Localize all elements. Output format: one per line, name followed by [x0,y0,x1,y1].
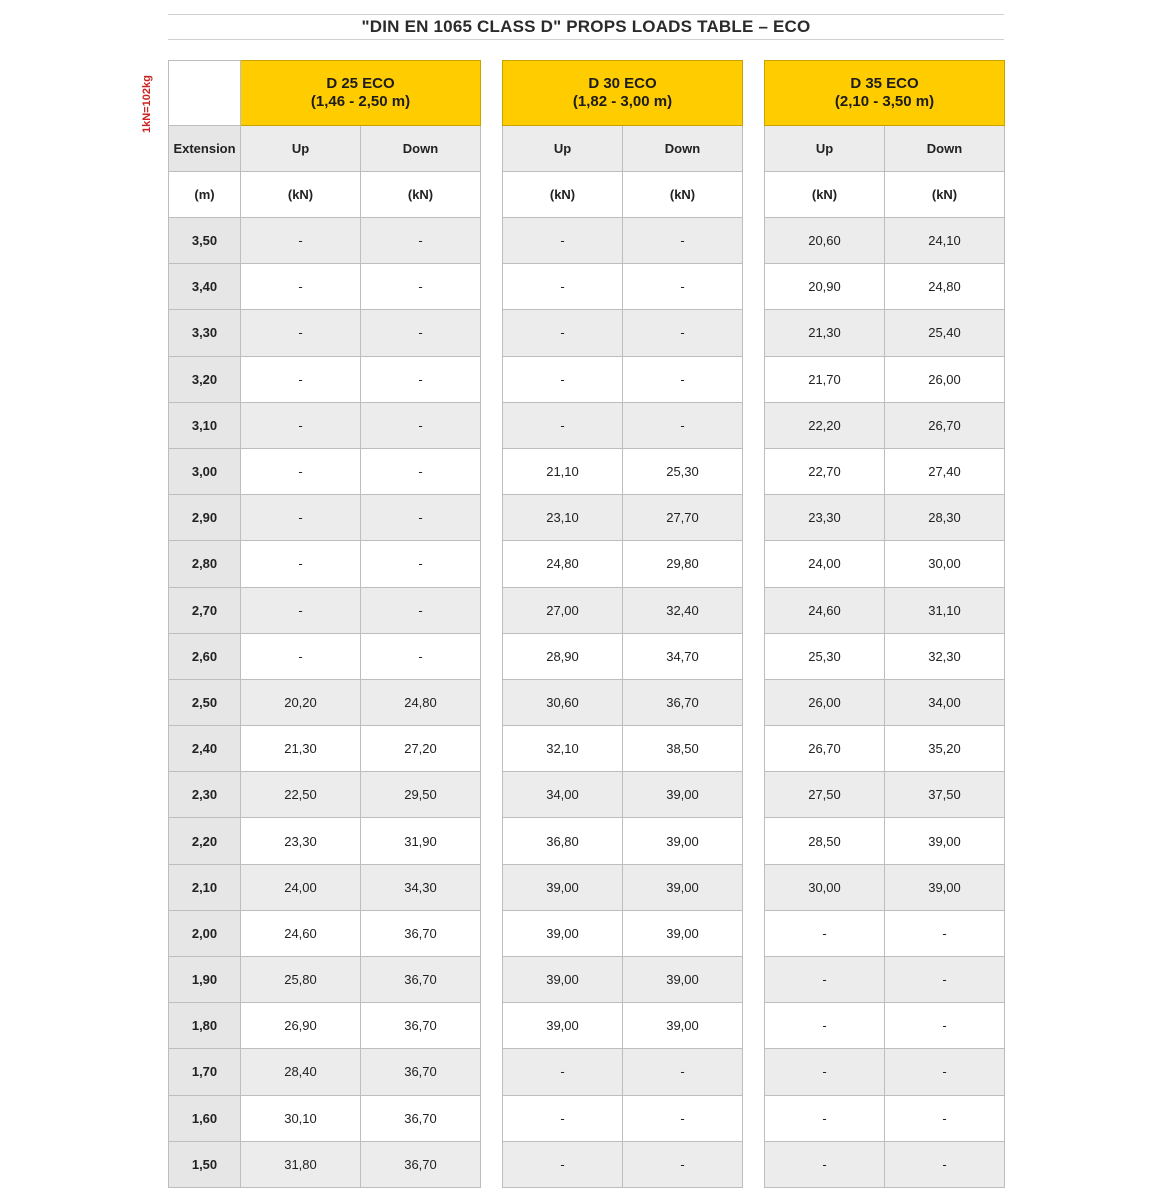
down-load-value: 36,70 [361,1141,481,1187]
down-unit: (kN) [361,172,481,218]
extension-value: 3,30 [169,310,241,356]
down-load-value: 34,30 [361,864,481,910]
down-load-value: - [623,1141,743,1187]
up-load-value: 24,00 [241,864,361,910]
title-bar [168,14,1004,40]
up-load-value: 31,80 [241,1141,361,1187]
table-row [765,864,1005,910]
extension-value: 1,90 [169,957,241,1003]
unit-row [765,172,1005,218]
table-row [765,218,1005,264]
table-d25 [168,60,481,1188]
table-row [503,1141,743,1187]
down-load-value: 34,70 [623,633,743,679]
down-load-value: 39,00 [885,864,1005,910]
down-load-value: - [361,448,481,494]
table-row [169,264,481,310]
up-load-value: 30,60 [503,679,623,725]
unit-row [503,172,743,218]
down-load-value: - [623,218,743,264]
table-row [765,402,1005,448]
up-load-value: - [503,1095,623,1141]
down-load-value: 36,70 [623,679,743,725]
up-load-value: - [765,910,885,956]
down-load-value: 26,00 [885,356,1005,402]
model-header [503,61,743,126]
up-load-value: 26,90 [241,1003,361,1049]
table-row [169,1141,481,1187]
unit-row [169,172,481,218]
up-load-value: 24,60 [765,587,885,633]
table-row [765,587,1005,633]
up-load-value: 23,10 [503,495,623,541]
up-load-value: 25,80 [241,957,361,1003]
down-load-value: 36,70 [361,1003,481,1049]
table-row [503,218,743,264]
up-load-value: 30,10 [241,1095,361,1141]
down-load-value: 24,10 [885,218,1005,264]
down-load-value: 25,30 [623,448,743,494]
table-row [169,1049,481,1095]
up-load-value: - [765,1141,885,1187]
up-load-value: - [241,264,361,310]
down-load-value: 30,00 [885,541,1005,587]
model-name: D 30 ECO [588,75,657,92]
down-load-value: 25,40 [885,310,1005,356]
up-load-value: - [241,402,361,448]
unit-conversion-note: 1kN=102kg [141,75,153,133]
table-row [169,864,481,910]
table-row [503,495,743,541]
table-row [503,448,743,494]
extension-value: 2,40 [169,726,241,772]
extension-value: 3,00 [169,448,241,494]
down-load-value: - [361,264,481,310]
down-load-value: 28,30 [885,495,1005,541]
up-load-value: 32,10 [503,726,623,772]
up-load-value: - [503,264,623,310]
down-load-value: - [361,633,481,679]
table-row [169,218,481,264]
down-load-value: - [885,1003,1005,1049]
extension-value: 1,60 [169,1095,241,1141]
down-load-value: 39,00 [885,818,1005,864]
extension-unit: (m) [169,172,241,218]
down-load-value: 24,80 [361,679,481,725]
table-row [169,587,481,633]
down-load-value: 39,00 [623,910,743,956]
up-load-value: 26,00 [765,679,885,725]
down-load-value: 39,00 [623,818,743,864]
table-row [503,541,743,587]
down-load-value: 39,00 [623,957,743,1003]
table-row [503,264,743,310]
table-row [169,495,481,541]
table-row [169,679,481,725]
table-row [503,726,743,772]
down-load-value: - [361,310,481,356]
table-row [169,448,481,494]
down-load-value: 31,10 [885,587,1005,633]
table-row [765,495,1005,541]
down-load-value: 27,70 [623,495,743,541]
up-load-value: 39,00 [503,864,623,910]
down-load-value: - [361,402,481,448]
down-load-value: 36,70 [361,1049,481,1095]
up-load-value: 39,00 [503,910,623,956]
down-load-value: 24,80 [885,264,1005,310]
table-row [169,1095,481,1141]
page-title: "DIN EN 1065 CLASS D" PROPS LOADS TABLE – ECO [361,17,811,36]
down-load-value: 36,70 [361,1095,481,1141]
up-load-value: 20,90 [765,264,885,310]
down-load-value: 31,90 [361,818,481,864]
up-label: Up [241,126,361,172]
up-load-value: 27,50 [765,772,885,818]
table-d35 [764,60,1005,1188]
up-load-value: - [241,587,361,633]
down-load-value: 38,50 [623,726,743,772]
up-load-value: 24,00 [765,541,885,587]
table-row [169,541,481,587]
up-load-value: - [503,356,623,402]
down-label: Down [361,126,481,172]
down-load-value: 36,70 [361,910,481,956]
model-header-row [765,61,1005,126]
table-row [765,1049,1005,1095]
up-load-value: 21,10 [503,448,623,494]
table-row [503,1003,743,1049]
up-unit: (kN) [503,172,623,218]
extension-value: 2,90 [169,495,241,541]
up-load-value: 21,30 [765,310,885,356]
model-range: (2,10 - 3,50 m) [834,93,935,110]
up-load-value: - [503,218,623,264]
table-row [169,910,481,956]
up-load-value: - [503,310,623,356]
up-load-value: - [241,356,361,402]
table-row [765,679,1005,725]
extension-value: 1,80 [169,1003,241,1049]
table-row [503,1095,743,1141]
down-load-value: - [623,402,743,448]
model-name: D 35 ECO [850,75,919,92]
down-load-value: 39,00 [623,864,743,910]
down-load-value: - [361,495,481,541]
model-range: (1,82 - 3,00 m) [572,93,673,110]
extension-value: 2,00 [169,910,241,956]
table-row [503,402,743,448]
up-load-value: 34,00 [503,772,623,818]
down-load-value: 26,70 [885,402,1005,448]
column-label-row [765,126,1005,172]
model-range: (1,46 - 2,50 m) [310,93,411,110]
model-header-row [169,61,481,126]
table-row [503,772,743,818]
extension-label: Extension [169,126,241,172]
table-row [765,310,1005,356]
table-row [765,726,1005,772]
down-load-value: 34,00 [885,679,1005,725]
blank-corner [169,61,241,126]
table-row [765,356,1005,402]
down-load-value: 39,00 [623,1003,743,1049]
up-load-value: - [765,1003,885,1049]
table-row [765,1141,1005,1187]
up-load-value: 28,40 [241,1049,361,1095]
down-label: Down [885,126,1005,172]
extension-value: 1,70 [169,1049,241,1095]
up-load-value: - [241,495,361,541]
down-load-value: 29,80 [623,541,743,587]
up-load-value: - [765,1049,885,1095]
table-row [765,910,1005,956]
up-load-value: - [765,957,885,1003]
down-load-value: - [885,957,1005,1003]
up-unit: (kN) [765,172,885,218]
up-load-value: - [503,402,623,448]
down-load-value: 27,20 [361,726,481,772]
up-load-value: 36,80 [503,818,623,864]
table-d30 [502,60,743,1188]
extension-value: 3,10 [169,402,241,448]
table-row [503,356,743,402]
model-header [765,61,1005,126]
up-label: Up [765,126,885,172]
up-load-value: 22,70 [765,448,885,494]
extension-value: 2,30 [169,772,241,818]
down-load-value: 29,50 [361,772,481,818]
down-load-value: - [623,264,743,310]
table-row [503,633,743,679]
table-row [503,679,743,725]
up-load-value: 24,60 [241,910,361,956]
down-load-value: - [885,1141,1005,1187]
extension-value: 2,80 [169,541,241,587]
up-load-value: - [241,218,361,264]
up-unit: (kN) [241,172,361,218]
up-load-value: 25,30 [765,633,885,679]
down-load-value: 37,50 [885,772,1005,818]
up-load-value: 30,00 [765,864,885,910]
model-header [241,61,481,126]
up-load-value: 22,50 [241,772,361,818]
table-row [503,864,743,910]
table-row [765,264,1005,310]
down-load-value: - [623,356,743,402]
extension-value: 2,60 [169,633,241,679]
down-load-value: - [361,541,481,587]
up-load-value: 21,70 [765,356,885,402]
table-row [765,541,1005,587]
table-row [169,1003,481,1049]
table-row [765,633,1005,679]
up-load-value: - [241,541,361,587]
up-load-value: 28,90 [503,633,623,679]
up-load-value: 39,00 [503,957,623,1003]
up-load-value: 24,80 [503,541,623,587]
down-load-value: - [361,218,481,264]
up-load-value: - [503,1141,623,1187]
table-row [503,310,743,356]
column-label-row [169,126,481,172]
up-load-value: 20,20 [241,679,361,725]
table-row [503,957,743,1003]
down-load-value: 32,30 [885,633,1005,679]
table-row [765,1003,1005,1049]
down-load-value: - [885,910,1005,956]
down-load-value: - [885,1095,1005,1141]
up-label: Up [503,126,623,172]
up-load-value: - [765,1095,885,1141]
extension-value: 2,20 [169,818,241,864]
up-load-value: 39,00 [503,1003,623,1049]
down-unit: (kN) [885,172,1005,218]
model-header-row [503,61,743,126]
up-load-value: - [241,633,361,679]
table-row [765,1095,1005,1141]
extension-value: 3,40 [169,264,241,310]
table-row [169,772,481,818]
down-load-value: - [361,587,481,633]
down-load-value: 27,40 [885,448,1005,494]
up-load-value: 21,30 [241,726,361,772]
down-load-value: - [623,1095,743,1141]
down-label: Down [623,126,743,172]
extension-value: 2,50 [169,679,241,725]
up-load-value: 22,20 [765,402,885,448]
down-load-value: - [361,356,481,402]
table-row [169,818,481,864]
table-row [169,633,481,679]
column-label-row [503,126,743,172]
table-row [765,448,1005,494]
table-row [503,910,743,956]
table-row [169,402,481,448]
table-row [169,356,481,402]
down-load-value: 39,00 [623,772,743,818]
extension-value: 3,20 [169,356,241,402]
model-name: D 25 ECO [326,75,395,92]
table-row [503,818,743,864]
up-load-value: 27,00 [503,587,623,633]
table-row [765,772,1005,818]
down-load-value: 36,70 [361,957,481,1003]
up-load-value: - [241,448,361,494]
extension-value: 2,70 [169,587,241,633]
table-row [765,818,1005,864]
up-load-value: 23,30 [765,495,885,541]
extension-value: 3,50 [169,218,241,264]
up-load-value: 26,70 [765,726,885,772]
up-load-value: 20,60 [765,218,885,264]
extension-value: 1,50 [169,1141,241,1187]
up-load-value: - [503,1049,623,1095]
up-load-value: 28,50 [765,818,885,864]
table-row [169,957,481,1003]
table-row [503,1049,743,1095]
up-load-value: 23,30 [241,818,361,864]
down-unit: (kN) [623,172,743,218]
extension-value: 2,10 [169,864,241,910]
down-load-value: - [623,1049,743,1095]
table-row [169,726,481,772]
down-load-value: 32,40 [623,587,743,633]
down-load-value: - [623,310,743,356]
down-load-value: 35,20 [885,726,1005,772]
table-row [765,957,1005,1003]
down-load-value: - [885,1049,1005,1095]
table-row [503,587,743,633]
table-row [169,310,481,356]
up-load-value: - [241,310,361,356]
